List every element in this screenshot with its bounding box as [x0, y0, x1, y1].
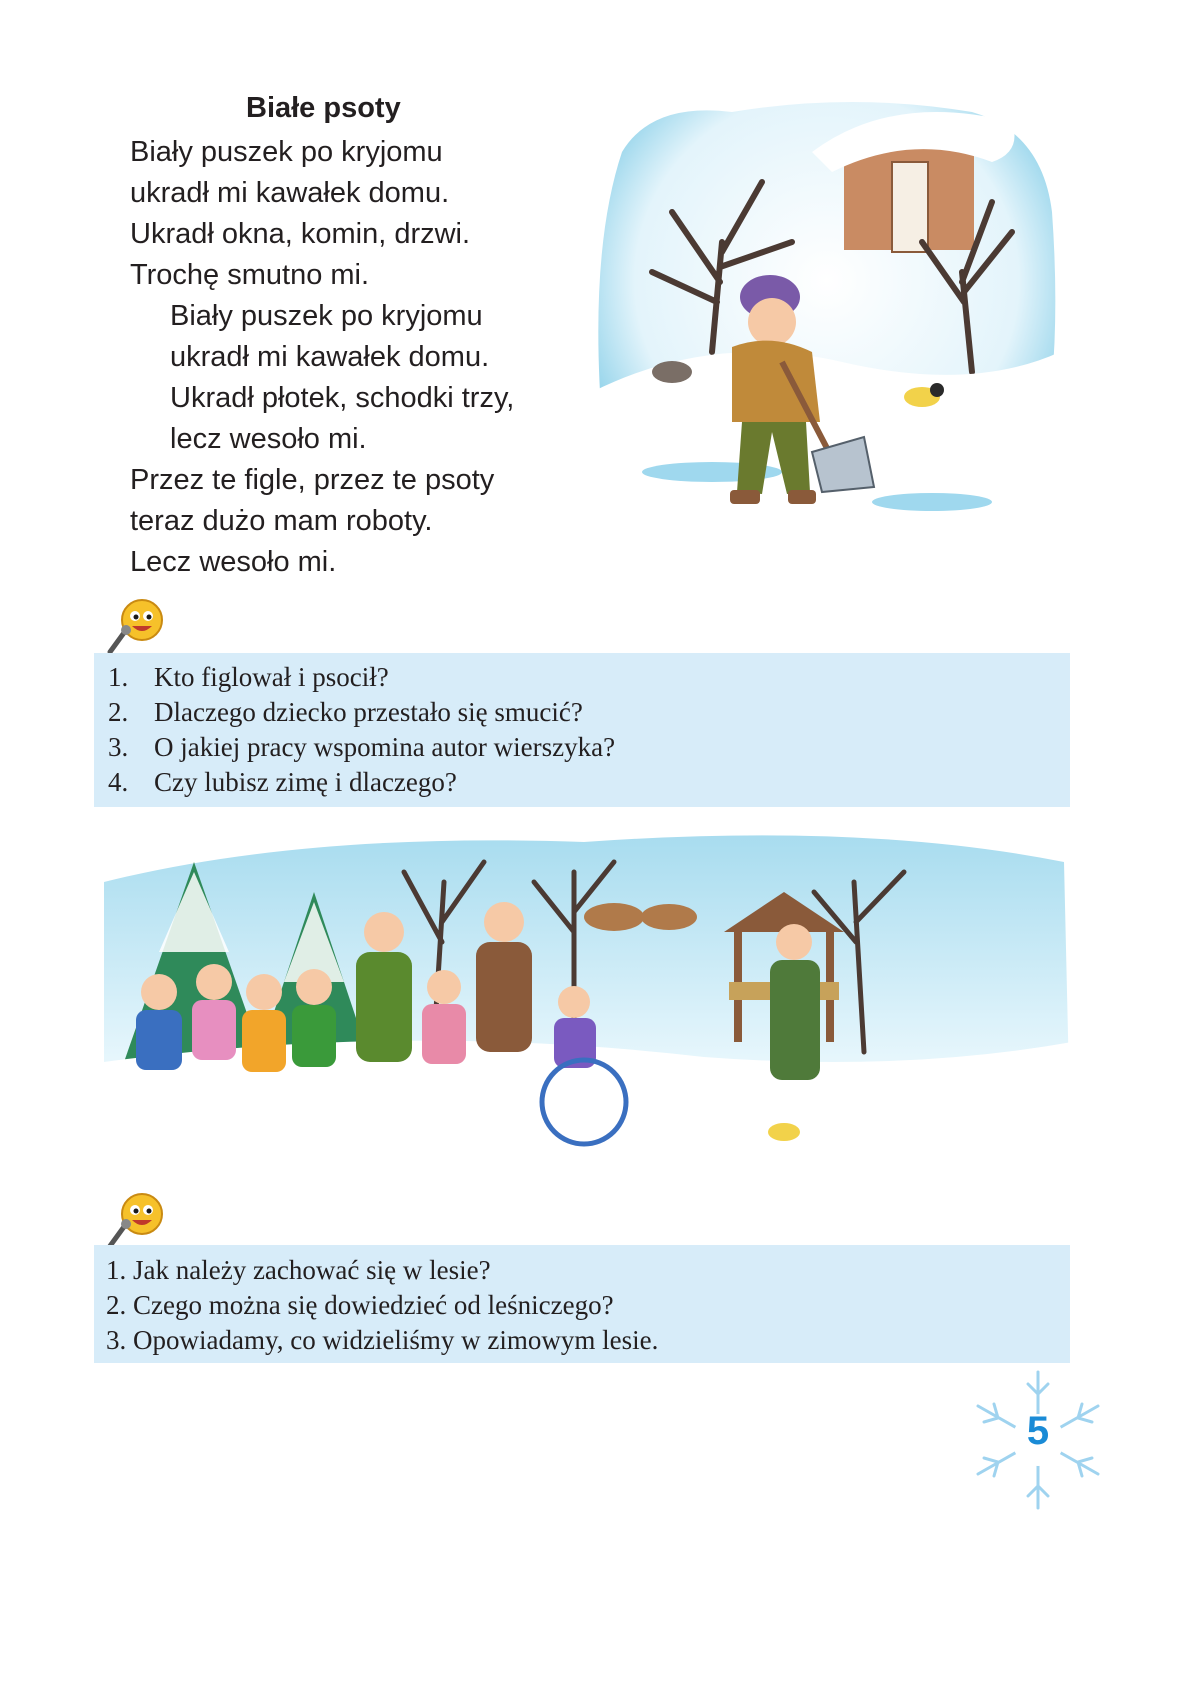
talking-smiley-icon: [104, 596, 166, 660]
poem-line: Lecz wesoło mi.: [130, 546, 337, 578]
question-item: [108, 660, 1070, 695]
question-text: Dlaczego dziecko przestało się smucić?: [154, 697, 583, 727]
question-item: [108, 695, 1070, 730]
question-text: Czy lubisz zimę i dlaczego?: [154, 767, 457, 797]
poem-line: Trochę smutno mi.: [130, 259, 370, 291]
poem-line: Biały puszek po kryjomu: [130, 136, 443, 168]
boy-shoveling-snow-illustration: [592, 92, 1060, 552]
page-number: 5: [1026, 1409, 1050, 1453]
question-item: 3. Opowiadamy, co widzieliśmy w zimowym lesie.: [106, 1325, 659, 1355]
question-text: Kto figlował i psocił?: [154, 662, 389, 692]
poem-line: teraz dużo mam roboty.: [130, 505, 433, 537]
questions-box: [94, 1245, 1070, 1363]
poem-title: Białe psoty: [246, 92, 401, 124]
poem-line: Biały puszek po kryjomu: [170, 300, 483, 332]
questions-box: [94, 653, 1070, 807]
page-number-badge: [958, 1365, 1118, 1515]
poem-line: Przez te figle, przez te psoty: [130, 464, 495, 496]
poem-line: ukradł mi kawałek domu.: [170, 341, 490, 373]
question-number: 3.: [108, 732, 129, 762]
question-number: 1.: [108, 662, 129, 692]
winter-forest-walk-illustration: [104, 822, 1072, 1208]
question-item: 1. Jak należy zachować się w lesie?: [106, 1255, 491, 1285]
question-item: 2. Czego można się dowiedzieć od leśniczego?: [106, 1290, 614, 1320]
poem-line: Ukradł płotek, schodki trzy,: [170, 382, 515, 414]
poem-line: lecz wesoło mi.: [170, 423, 367, 455]
question-text: O jakiej pracy wspomina autor wierszyka?: [154, 732, 616, 762]
poem-line: ukradł mi kawałek domu.: [130, 177, 450, 209]
poem-line: Ukradł okna, komin, drzwi.: [130, 218, 471, 250]
question-item: [108, 730, 1070, 765]
poem: [130, 88, 650, 583]
question-item: [108, 765, 1070, 800]
question-number: 4.: [108, 767, 129, 797]
question-number: 2.: [108, 697, 129, 727]
